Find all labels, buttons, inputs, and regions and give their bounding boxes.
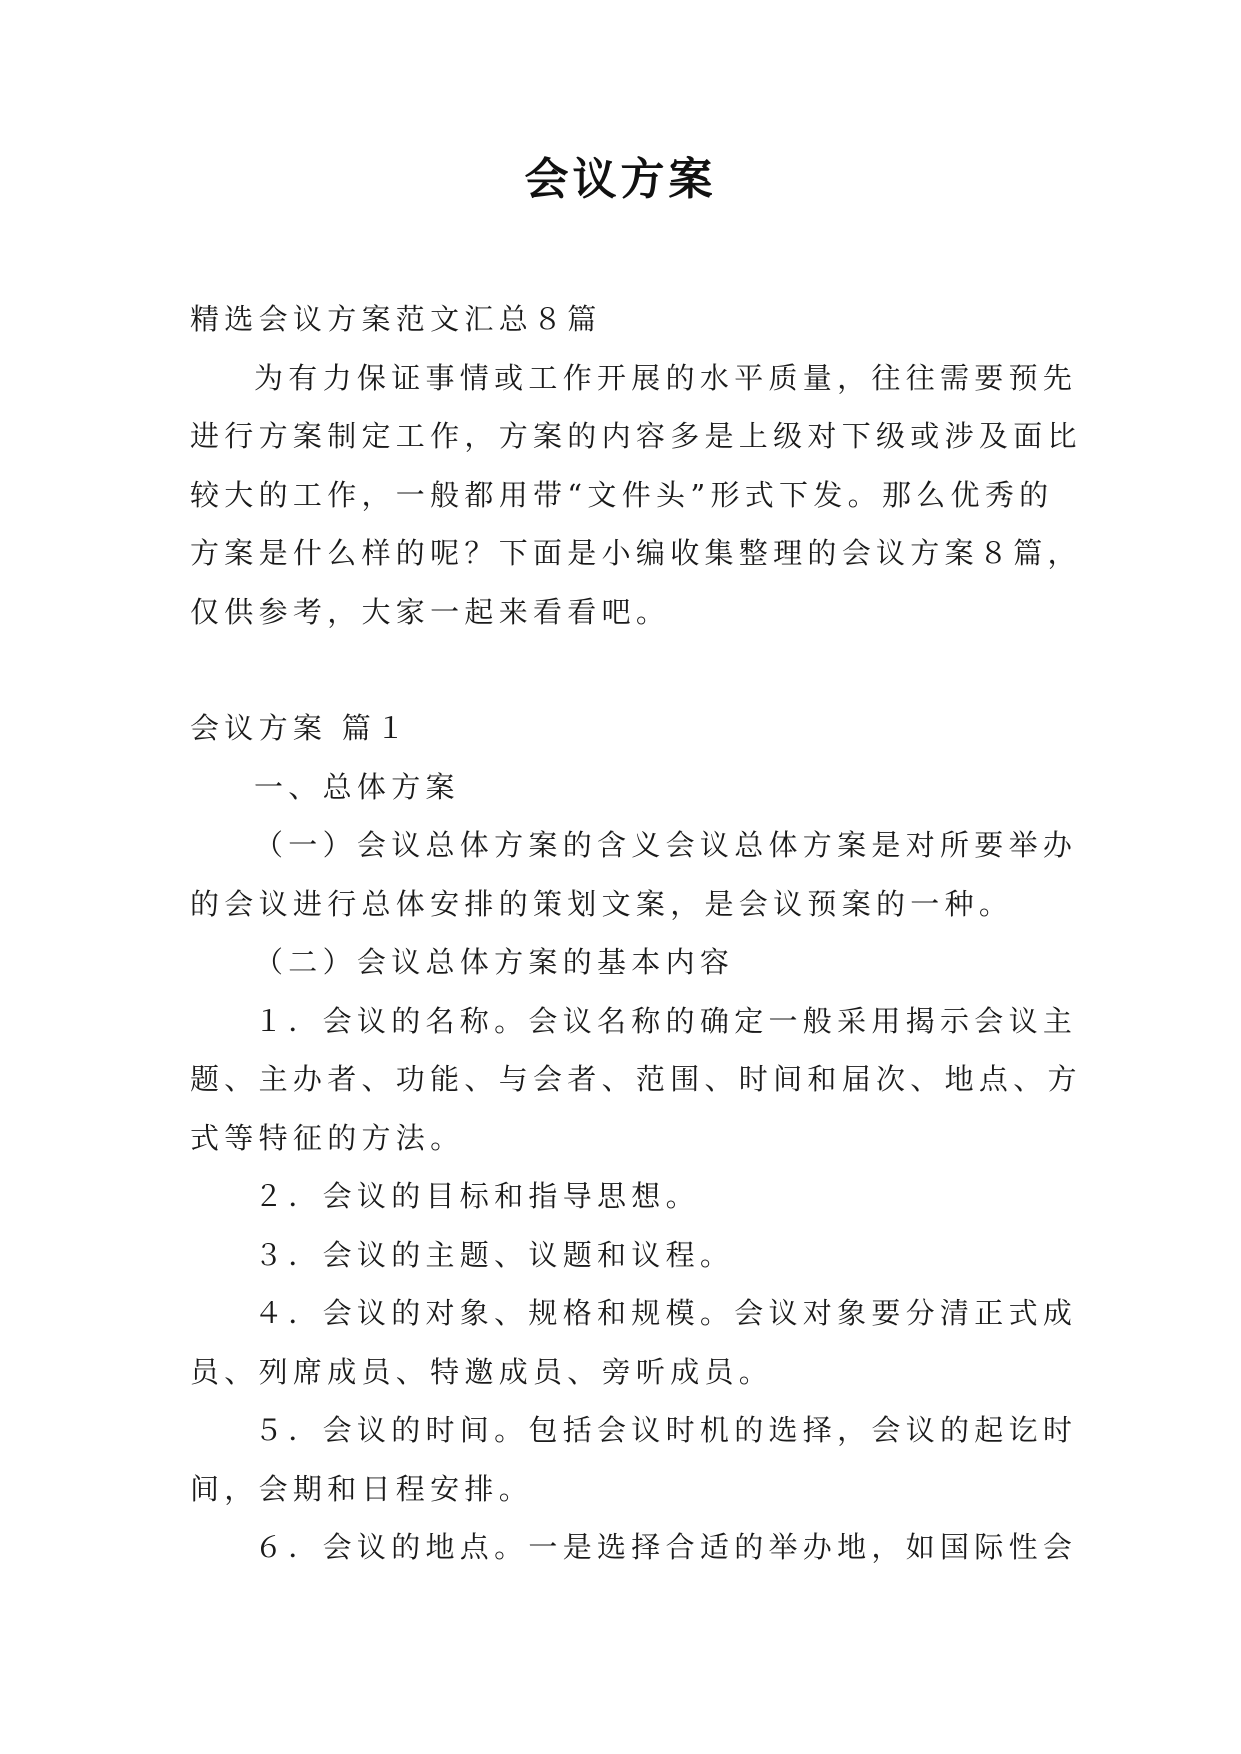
body-line: １．会议的名称。会议名称的确定一般采用揭示会议主	[254, 1003, 1078, 1038]
intro-line: 为有力保证事情或工作开展的水平质量，往往需要预先	[254, 360, 1078, 395]
body-line: ４．会议的对象、规格和规模。会议对象要分清正式成	[254, 1296, 1078, 1330]
body-line: （二）会议总体方案的基本内容	[254, 945, 735, 979]
document-body	[190, 290, 1082, 1577]
body-line: 的会议进行总体安排的策划文案，是会议预案的一种。	[190, 886, 1014, 921]
body-line: ５．会议的时间。包括会议时机的选择，会议的起讫时	[254, 1413, 1078, 1447]
document-title: 会议方案	[524, 154, 717, 205]
intro-line: 仅供参考，大家一起来看看吧。	[190, 594, 671, 629]
intro-line: 较大的工作，一般都用带“文件头”形式下发。那么优秀的	[190, 477, 1054, 512]
document-subtitle: 精选会议方案范文汇总８篇	[190, 302, 602, 336]
body-line: 员、列席成员、特邀成员、旁听成员。	[190, 1354, 774, 1389]
section-heading: 会议方案 篇１	[190, 711, 411, 745]
body-line: 题、主办者、功能、与会者、范围、时间和届次、地点、方	[190, 1062, 1082, 1096]
paragraph-gap	[190, 641, 1065, 699]
body-line: ３．会议的主题、议题和议程。	[254, 1237, 735, 1272]
body-line: 一、总体方案	[254, 769, 460, 804]
body-line: 间，会期和日程安排。	[190, 1471, 534, 1506]
body-line: （一）会议总体方案的含义会议总体方案是对所要举办	[254, 828, 1078, 862]
intro-line: 进行方案制定工作，方案的内容多是上级对下级或涉及面比	[190, 419, 1082, 453]
body-line: ２．会议的目标和指导思想。	[254, 1179, 700, 1213]
intro-line: 方案是什么样的呢？下面是小编收集整理的会议方案８篇，	[190, 536, 1082, 570]
body-line: 式等特征的方法。	[190, 1120, 465, 1155]
body-line: ６．会议的地点。一是选择合适的举办地，如国际性会	[254, 1530, 1078, 1564]
